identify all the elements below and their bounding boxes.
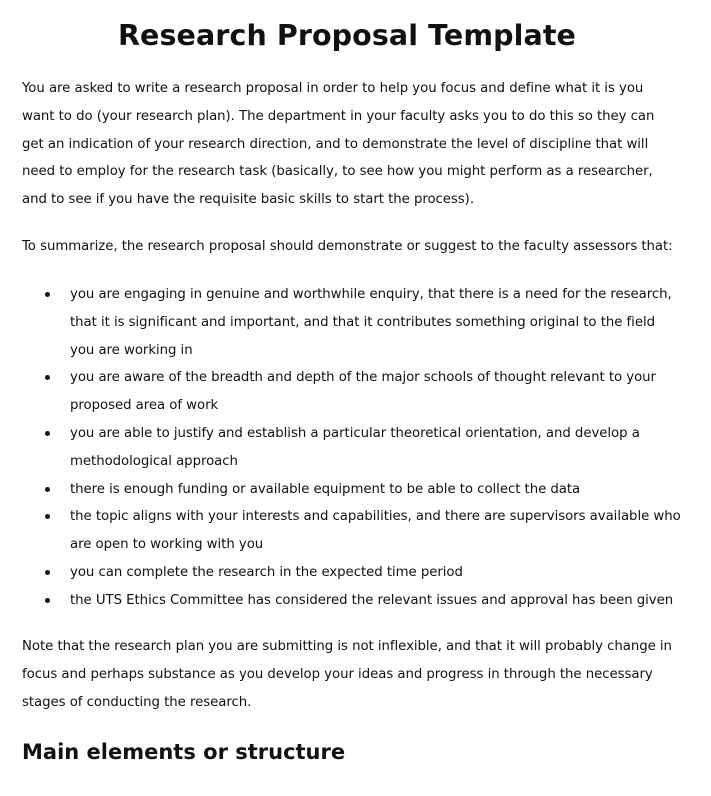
section-heading: Main elements or structure — [22, 740, 346, 764]
list-item-line: that it is significant and important, and that it contributes something original to the field — [70, 314, 655, 330]
bullet-icon — [45, 570, 50, 575]
list-item-line: methodological approach — [70, 453, 238, 469]
bullet-icon — [45, 375, 50, 380]
criteria-list — [0, 281, 700, 615]
list-item-line: there is enough funding or available equipment to be able to collect the data — [70, 481, 581, 497]
note-line: Note that the research plan you are submitting is not inflexible, and that it will probably change in — [22, 639, 672, 654]
note-line: focus and perhaps substance as you develop your ideas and progress in through the necessary — [22, 666, 653, 682]
bullet-icon — [45, 598, 50, 603]
list-item — [0, 587, 700, 615]
intro-line: You are asked to write a research proposal in order to help you focus and define what it is you — [22, 81, 644, 96]
list-item-line: proposed area of work — [70, 398, 219, 414]
intro-paragraph — [22, 75, 672, 214]
intro-line: want to do (your research plan). The department in your faculty asks you to do this so they can — [22, 108, 655, 124]
intro-line: get an indication of your research direction, and to demonstrate the level of discipline that will — [22, 136, 649, 152]
list-item-line: you are aware of the breadth and depth of the major schools of thought relevant to your — [70, 370, 656, 386]
bullet-icon — [45, 431, 50, 436]
list-item — [0, 559, 700, 587]
note-paragraph — [22, 633, 672, 716]
bullet-icon — [45, 514, 50, 519]
list-item — [0, 476, 700, 504]
list-item — [0, 420, 700, 476]
summary-line: To summarize, the research proposal should demonstrate or suggest to the faculty assessors that: — [22, 239, 673, 254]
list-item — [0, 503, 700, 559]
list-item-line: you are working in — [70, 342, 193, 358]
list-item-line: the UTS Ethics Committee has considered the relevant issues and approval has been given — [70, 592, 674, 608]
list-item-line: the topic aligns with your interests and capabilities, and there are supervisors available who — [70, 509, 681, 525]
list-item-line: you are engaging in genuine and worthwhile enquiry, that there is a need for the research, — [70, 287, 672, 302]
summary-paragraph — [22, 233, 672, 261]
intro-line: need to employ for the research task (basically, to see how you might perform as a researcher, — [22, 164, 653, 180]
list-item-line: you can complete the research in the expected time period — [70, 564, 463, 580]
document-title: Research Proposal Template — [118, 19, 576, 52]
list-item-line: you are able to justify and establish a particular theoretical orientation, and develop a — [70, 425, 640, 441]
list-item — [0, 281, 700, 364]
intro-line: and to see if you have the requisite basic skills to start the process). — [22, 192, 475, 208]
bullet-icon — [45, 487, 50, 492]
bullet-icon — [45, 292, 50, 297]
list-item — [0, 364, 700, 420]
list-item-line: are open to working with you — [70, 537, 264, 553]
note-line: stages of conducting the research. — [22, 694, 252, 710]
